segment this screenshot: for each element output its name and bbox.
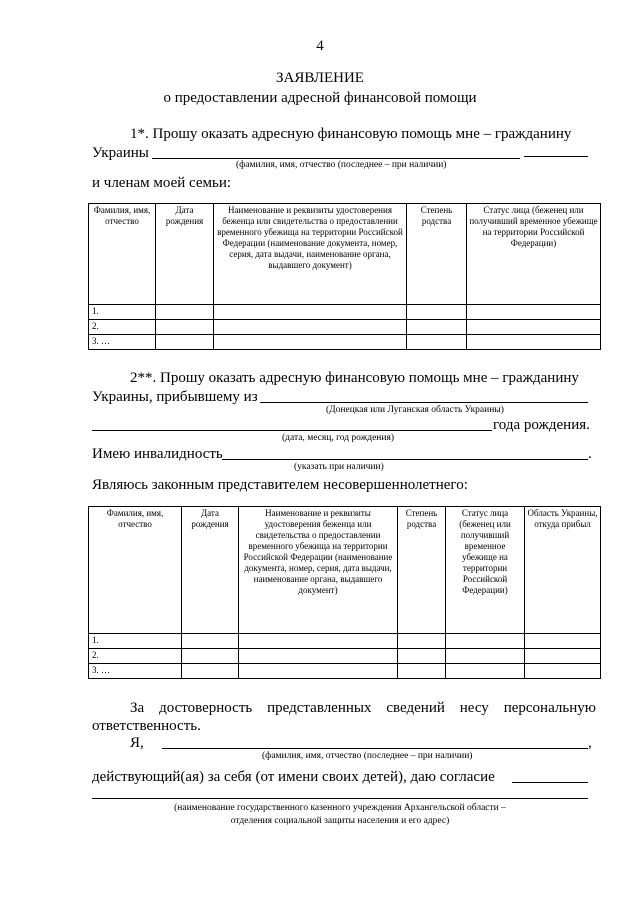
table-row — [89, 664, 601, 679]
table-cell[interactable] — [214, 335, 407, 350]
responsibility-word: представленных — [267, 700, 372, 716]
header-region: Область Украины, откуда прибыл — [525, 507, 601, 634]
document-title: ЗАЯВЛЕНИЕ — [276, 70, 364, 86]
table-cell[interactable] — [446, 634, 525, 649]
responsibility-word: несу — [459, 700, 489, 716]
table-cell[interactable] — [467, 320, 601, 335]
table-cell[interactable] — [525, 664, 601, 679]
table-cell[interactable] — [239, 649, 398, 664]
table-cell[interactable] — [156, 320, 214, 335]
row-number: 2. — [89, 320, 156, 335]
table-cell[interactable] — [446, 649, 525, 664]
responsibility-word: достоверность — [159, 700, 253, 716]
applicant-name-field-extra[interactable] — [524, 156, 588, 157]
table-cell[interactable] — [398, 634, 446, 649]
table-cell[interactable] — [156, 305, 214, 320]
birth-date-field[interactable] — [92, 430, 492, 431]
region-hint: (Донецкая или Луганская область Украины) — [326, 405, 504, 415]
declarant-comma: , — [588, 735, 592, 751]
family-members-table — [88, 203, 601, 350]
table-cell[interactable] — [182, 664, 239, 679]
disability-field[interactable] — [222, 459, 588, 460]
header-status: Статус лица (беженец или получивший временное убежище на территории Российской Федерации) — [446, 507, 525, 634]
applicant-name-field[interactable] — [152, 158, 520, 159]
row-number: 2. — [89, 649, 182, 664]
header-relation: Степень родства — [398, 507, 446, 634]
table-cell[interactable] — [398, 664, 446, 679]
org-address-field[interactable] — [92, 798, 588, 799]
disability-hint: (указать при наличии) — [294, 462, 384, 472]
table-header-row — [89, 507, 601, 634]
header-fio: Фамилия, имя, отчество — [89, 507, 182, 634]
table-cell[interactable] — [156, 335, 214, 350]
consent-text: действующий(ая) за себя (от имени своих детей), даю согласие — [92, 769, 495, 785]
minor-table — [88, 506, 601, 679]
table-cell[interactable] — [407, 305, 467, 320]
org-hint-line1: (наименование государственного казенного учреждения Архангельской области – — [174, 803, 506, 813]
responsibility-line — [130, 700, 596, 717]
section1-citizenship-label: Украины — [92, 145, 149, 161]
applicant-name-hint: (фамилия, имя, отчество (последнее – при наличии) — [236, 160, 447, 170]
table-cell[interactable] — [182, 634, 239, 649]
table-cell[interactable] — [525, 649, 601, 664]
table-cell[interactable] — [467, 335, 601, 350]
header-relation: Степень родства — [407, 204, 467, 305]
declarant-name-hint: (фамилия, имя, отчество (последнее – при наличии) — [262, 751, 473, 761]
header-birth-date: Дата рождения — [156, 204, 214, 305]
table-cell[interactable] — [214, 305, 407, 320]
row-number: 3. … — [89, 335, 156, 350]
table-cell[interactable] — [525, 634, 601, 649]
header-document: Наименование и реквизиты удостоверения беженца или свидетельства о предоставлении временного убежища на территории Российской Федерации (наименование документа, номер, серия, дата выдачи, наименование органа, выдавшего документ) — [214, 204, 407, 305]
table-row — [89, 335, 601, 350]
declarant-label: Я, — [130, 735, 144, 751]
guardian-label: Являюсь законным представителем несовершеннолетнего: — [92, 477, 468, 493]
table-cell[interactable] — [446, 664, 525, 679]
header-document: Наименование и реквизиты удостоверения беженца или свидетельства о предоставлении временного убежища на территории Российской Федерации (наименование документа, номер, серия, дата выдачи, наименование органа, выдавшего документ) — [239, 507, 398, 634]
table-cell[interactable] — [467, 305, 601, 320]
table-row — [89, 320, 601, 335]
header-status: Статус лица (беженец или получивший временное убежище на территории Российской Федерации) — [467, 204, 601, 305]
responsibility-word: персональную — [503, 700, 596, 716]
table-cell[interactable] — [407, 320, 467, 335]
disability-period: . — [588, 446, 592, 462]
table-cell[interactable] — [239, 634, 398, 649]
row-number: 3. … — [89, 664, 182, 679]
disability-label: Имею инвалидность — [92, 446, 223, 462]
table-cell[interactable] — [407, 335, 467, 350]
responsibility-word: сведений — [386, 700, 445, 716]
birth-date-hint: (дата, месяц, год рождения) — [282, 433, 395, 443]
responsibility-line-2: ответственность. — [92, 718, 201, 734]
section2-request-line: 2**. Прошу оказать адресную финансовую помощь мне – гражданину — [130, 370, 579, 386]
consent-org-field[interactable] — [512, 782, 588, 783]
table-row — [89, 634, 601, 649]
row-number: 1. — [89, 305, 156, 320]
family-members-label: и членам моей семьи: — [92, 175, 232, 191]
table-cell[interactable] — [239, 664, 398, 679]
responsibility-word: За — [130, 700, 145, 716]
page-number: 4 — [316, 38, 324, 54]
region-field[interactable] — [260, 402, 588, 403]
table-cell[interactable] — [182, 649, 239, 664]
table-row — [89, 305, 601, 320]
table-header-row — [89, 204, 601, 305]
document-subtitle: о предоставлении адресной финансовой помощи — [163, 90, 477, 106]
table-cell[interactable] — [398, 649, 446, 664]
row-number: 1. — [89, 634, 182, 649]
table-row — [89, 649, 601, 664]
org-hint-line2: отделения социальной защиты населения и его адрес) — [230, 816, 450, 826]
section2-arrived-from-label: Украины, прибывшему из — [92, 389, 258, 405]
header-fio: Фамилия, имя, отчество — [89, 204, 156, 305]
header-birth-date: Дата рождения — [182, 507, 239, 634]
declarant-name-field[interactable] — [162, 748, 588, 749]
table-cell[interactable] — [214, 320, 407, 335]
section1-request-line: 1*. Прошу оказать адресную финансовую помощь мне – гражданину — [130, 126, 572, 142]
birth-year-suffix: года рождения. — [493, 417, 590, 433]
